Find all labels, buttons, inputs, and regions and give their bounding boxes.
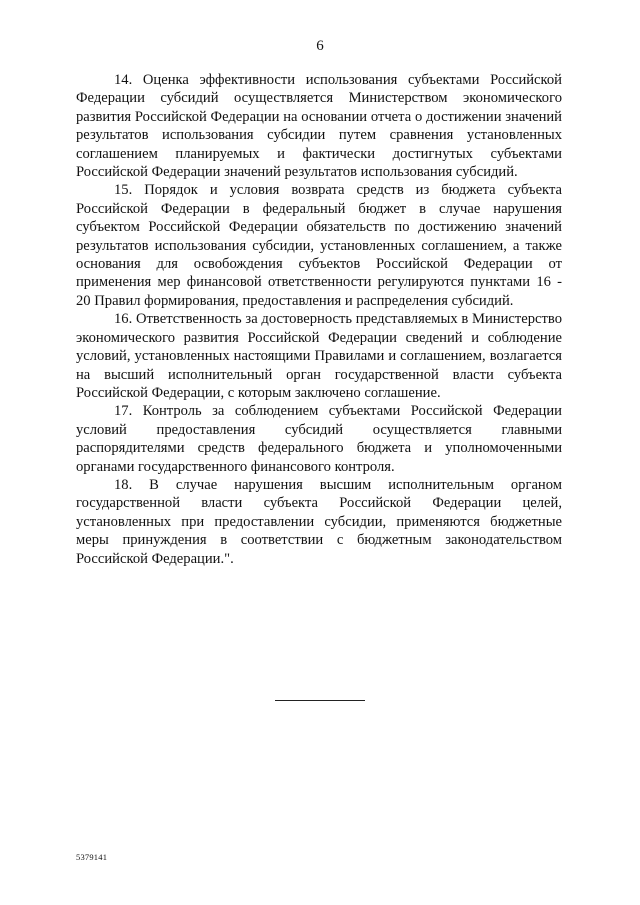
page-number: 6	[316, 38, 324, 54]
paragraph-14: 14. Оценка эффективности использования субъектами Российской Федерации субсидий осуществляется Министерством экономического развития Российской Федерации на основании отчета о достижении значений результатов использования субсидии путем сравнения установленных соглашением планируемых и фактически достигнутых субъектами Российской Федерации значений результатов использования субсидий.	[76, 72, 562, 181]
end-divider-line	[275, 700, 365, 701]
document-code: 5379141	[76, 852, 108, 862]
paragraph-18: 18. В случае нарушения высшим исполнительным органом государственной власти субъекта Российской Федерации целей, установленных при предоставлении субсидии, применяются бюджетные меры принуждения в соответствии с бюджетным законодательством Российской Федерации.".	[76, 476, 562, 567]
paragraph-16: 16. Ответственность за достоверность представляемых в Министерство экономического развития Российской Федерации сведений и соблюдение условий, установленных настоящими Правилами и соглашением, возлагается на высший исполнительный орган государственной власти субъекта Российской Федерации, с которым заключено соглашение.	[76, 311, 562, 401]
paragraph-17: 17. Контроль за соблюдением субъектами Российской Федерации условий предоставления субсидий осуществляется главными распорядителями средств федерального бюджета и уполномоченными органами государственного финансового контроля.	[76, 403, 562, 475]
paragraph-15: 15. Порядок и условия возврата средств из бюджета субъекта Российской Федерации в федеральный бюджет в случае нарушения субъектом Российской Федерации обязательств по достижению значений результатов использования субсидии, установленных соглашением, а также основания для освобождения субъектов Российской Федерации от применения мер финансовой ответственности регулируются пунктами 16 - 20 Правил формирования, предоставления и распределения субсидий.	[76, 182, 562, 309]
document-body	[76, 71, 562, 568]
